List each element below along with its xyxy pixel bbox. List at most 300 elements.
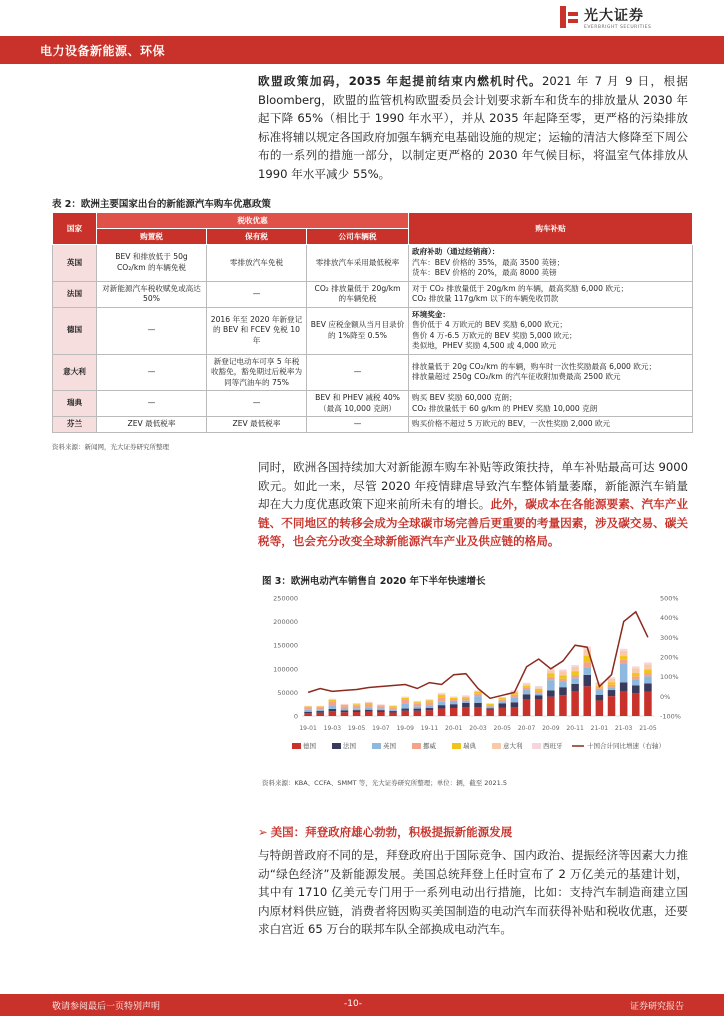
bar-segment: [462, 696, 470, 697]
bar-segment: [596, 700, 604, 716]
bar-segment: [523, 690, 531, 694]
cell-company-tax: CO₂ 排放量低于 20g/km 的车辆免税: [307, 281, 409, 307]
x-tick-label: 20-07: [517, 725, 536, 732]
cell-country: 意大利: [53, 354, 97, 391]
footer-report-type: 证券研究报告: [629, 1002, 684, 1012]
table-row: [53, 354, 693, 391]
legend-swatch: [332, 743, 341, 749]
bar-segment: [304, 707, 312, 708]
subsidy-line: 售价 4 万-6.5 万欧元的 BEV 奖励 5,000 欧元；: [412, 330, 577, 340]
bar-segment: [341, 708, 349, 710]
bar-segment: [571, 675, 579, 678]
bar-segment: [426, 702, 434, 705]
bar-segment: [438, 695, 446, 698]
bar-segment: [341, 704, 349, 705]
legend-label: 挪威: [423, 742, 436, 750]
bar-segment: [535, 689, 543, 691]
legend-swatch: [292, 743, 301, 749]
bar-segment: [583, 662, 591, 667]
bar-segment: [608, 696, 616, 716]
bar-segment: [414, 709, 422, 711]
bar-segment: [474, 703, 482, 707]
bar-segment: [462, 707, 470, 716]
bar-segment: [583, 675, 591, 686]
bar-segment: [426, 699, 434, 700]
bar-segment: [353, 703, 361, 704]
bar-segment: [523, 684, 531, 686]
y2-tick-label: 300%: [660, 633, 679, 642]
bar-segment: [389, 712, 397, 716]
bar-segment: [486, 704, 494, 705]
cell-company-tax: 零排放汽车采用最低税率: [307, 245, 409, 282]
bar-segment: [438, 694, 446, 695]
bar-segment: [462, 695, 470, 696]
bar-segment: [426, 710, 434, 716]
bar-segment: [499, 700, 507, 702]
legend-label: 法国: [343, 742, 356, 750]
bar-segment: [523, 686, 531, 688]
bar-segment: [632, 676, 640, 679]
bar-segment: [401, 711, 409, 716]
page-number: -10-: [344, 999, 362, 1009]
bar-segment: [620, 649, 628, 651]
bar-segment: [389, 706, 397, 707]
figure-source: 资料来源：KBA、CCFA、SMMT 等，光大证券研究所整理；单位：辆，截至 2021.5: [262, 779, 508, 787]
bar-segment: [450, 701, 458, 704]
cell-purchase-tax: 对新能源汽车税收赋免或高达 50%: [97, 281, 207, 307]
bar-segment: [365, 705, 373, 708]
table-row: [53, 417, 693, 433]
cell-country: 法国: [53, 281, 97, 307]
bar-segment: [304, 708, 312, 710]
bar-segment: [389, 707, 397, 709]
bar-segment: [535, 695, 543, 699]
bar-segment: [474, 692, 482, 694]
bar-segment: [414, 702, 422, 703]
bar-segment: [535, 691, 543, 693]
bar-segment: [389, 711, 397, 712]
bar-segment: [316, 710, 324, 711]
bar-segment: [341, 705, 349, 706]
x-tick-label: 19-11: [420, 725, 439, 732]
paragraph-normal-text: 同时，欧洲各国持续加大对新能源车购车补贴等政策扶持，单车补贴最高可达 9000 欧元。如此一来，尽管 2020 年疫情肆虐导致汽车整体销量萎靡，新能源汽车销量却在大力度优惠政策下迎来前所未有的增长。: [258, 460, 688, 511]
bar-segment: [377, 705, 385, 706]
bar-segment: [426, 700, 434, 702]
header-bar: [0, 36, 724, 64]
cell-subsidy: [409, 245, 693, 282]
cell-company-tax: BEV 和 PHEV 减税 40%（最高 10,000 克朗）: [307, 391, 409, 417]
cell-company-tax: —: [307, 417, 409, 433]
cell-country: 芬兰: [53, 417, 97, 433]
bar-segment: [389, 710, 397, 711]
bar-segment: [462, 703, 470, 707]
table-row: [53, 391, 693, 417]
subsidy-line: 售价低于 4 万欧元的 BEV 奖励 6,000 欧元；: [412, 320, 568, 329]
bar-segment: [329, 701, 337, 705]
bar-segment: [329, 705, 337, 709]
bar-segment: [365, 712, 373, 716]
bar-segment: [608, 687, 616, 690]
bar-segment: [620, 651, 628, 656]
bar-segment: [438, 693, 446, 694]
bar-segment: [462, 697, 470, 698]
bar-segment: [401, 697, 409, 698]
bar-segment: [329, 711, 337, 716]
subsidy-line: 购买价格不超过 5 万欧元的 BEV，一次性奖励 2,000 欧元: [412, 419, 611, 428]
section-heading-us: [258, 824, 512, 840]
subsidy-line: 排放量超过 250g CO₂/km 的汽车征收附加费最高 2500 欧元: [412, 372, 621, 382]
bar-segment: [438, 698, 446, 702]
cell-subsidy: [409, 417, 693, 433]
bar-segment: [426, 705, 434, 708]
bar-segment: [401, 703, 409, 708]
bar-segment: [341, 710, 349, 712]
cell-ownership-tax: —: [207, 391, 307, 417]
bar-segment: [644, 683, 652, 691]
bar-segment: [511, 702, 519, 707]
bar-segment: [365, 702, 373, 703]
bar-segment: [571, 691, 579, 716]
bar-segment: [499, 698, 507, 700]
y2-tick-label: 100%: [660, 673, 679, 682]
x-tick-label: 21-05: [639, 725, 657, 732]
bar-segment: [329, 699, 337, 700]
subsidy-line: 对于 CO₂ 排放量低于 20g/km 的车辆，最高奖励 6,000 欧元；: [412, 283, 629, 293]
x-tick-label: 20-05: [493, 725, 511, 732]
bar-segment: [511, 707, 519, 716]
bar-segment: [559, 695, 567, 716]
bar-segment: [450, 696, 458, 697]
bar-segment: [644, 673, 652, 676]
y-tick-label: 50000: [277, 688, 298, 697]
legend-label: 英国: [383, 742, 396, 750]
legend-label: 瑞典: [463, 742, 476, 750]
bar-segment: [304, 713, 312, 716]
y-tick-label: 0: [293, 712, 298, 721]
subsidy-line: CO₂ 排放量低于 60 g/km 的 PHEV 奖励 10,000 克朗: [412, 403, 598, 413]
bar-segment: [620, 656, 628, 660]
x-tick-label: 21-03: [614, 725, 633, 732]
legend-swatch: [412, 743, 421, 749]
bar-segment: [547, 670, 555, 673]
cell-ownership-tax: ZEV 最低税率: [207, 417, 307, 433]
legend-label: 十国合计同比增速（右轴）: [587, 742, 665, 750]
table-row: [53, 307, 693, 354]
bar-segment: [571, 665, 579, 667]
bar-segment: [365, 702, 373, 703]
company-logo: [560, 2, 690, 32]
cell-company-tax: BEV 应税金额从当月目录价的 1%降至 0.5%: [307, 307, 409, 354]
bar-segment: [523, 683, 531, 684]
bar-segment: [547, 691, 555, 697]
cell-ownership-tax: 新登记电动车可享 5 年税收豁免，豁免期过后税率为同等汽油车的 75%: [207, 354, 307, 391]
bar-segment: [559, 687, 567, 695]
bar-segment: [571, 678, 579, 684]
legend-label: 西班牙: [543, 742, 563, 750]
subsidy-line: 汽车：BEV 价格的 35%，最高 3500 英镑；: [412, 257, 565, 267]
bar-segment: [414, 711, 422, 716]
bar-segment: [365, 707, 373, 709]
bar-segment: [341, 712, 349, 716]
bar-segment: [523, 694, 531, 699]
bar-segment: [486, 707, 494, 709]
table-row: [53, 281, 693, 307]
figure-title: 图 3：欧洲电动汽车销售自 2020 年下半年快速增长: [262, 576, 486, 587]
x-tick-label: 19-01: [299, 725, 317, 732]
bar-segment: [486, 708, 494, 710]
bar-segment: [644, 676, 652, 683]
logo-name-en: EVERBRIGHT SECURITIES: [584, 24, 652, 30]
cell-subsidy: [409, 354, 693, 391]
bar-segment: [304, 712, 312, 713]
bar-segment: [583, 686, 591, 716]
bar-segment: [377, 712, 385, 716]
bar-segment: [620, 664, 628, 683]
cell-subsidy: [409, 281, 693, 307]
bar-segment: [474, 696, 482, 703]
bar-segment: [438, 702, 446, 705]
bar-segment: [377, 704, 385, 705]
table-title: 表 2：欧洲主要国家出台的新能源汽车购车优惠政策: [52, 199, 271, 210]
bar-segment: [304, 710, 312, 712]
bar-segment: [401, 709, 409, 711]
bar-segment: [426, 700, 434, 701]
bar-segment: [474, 694, 482, 696]
legend-label: 德国: [303, 742, 316, 750]
header-subsidy: 购车补贴: [409, 213, 693, 245]
legend-swatch: [372, 743, 381, 749]
cell-subsidy: [409, 391, 693, 417]
bar-segment: [644, 662, 652, 664]
legend-label: 意大利: [503, 742, 523, 750]
bar-segment: [450, 698, 458, 699]
bar-segment: [450, 699, 458, 701]
bar-segment: [535, 687, 543, 689]
x-tick-label: 19-07: [372, 725, 390, 732]
bar-segment: [450, 697, 458, 698]
bar-segment: [559, 675, 567, 678]
policy-table: [52, 212, 693, 433]
subsidy-line: 排放量低于 20g CO₂/km 的车辆，购车时一次性奖励最高 6,000 欧元；: [412, 361, 657, 371]
header-ownership-tax: 保有税: [207, 229, 307, 245]
bar-segment: [547, 680, 555, 690]
logo-name-cn: 光大证券: [584, 7, 644, 24]
bar-segment: [632, 666, 640, 668]
bar-segment: [644, 665, 652, 670]
bar-segment: [426, 708, 434, 710]
bar-segment: [547, 674, 555, 677]
bar-segment: [511, 698, 519, 703]
bar-segment: [353, 704, 361, 705]
bar-segment: [499, 708, 507, 716]
bar-segment: [365, 710, 373, 712]
bar-segment: [499, 703, 507, 707]
y2-tick-label: 500%: [660, 594, 679, 603]
bar-segment: [535, 686, 543, 687]
bar-segment: [377, 708, 385, 710]
bar-segment: [316, 713, 324, 716]
bar-segment: [462, 701, 470, 703]
bar-segment: [547, 677, 555, 680]
table-source: 资料来源：新闻网，光大证券研究所整理: [52, 443, 169, 451]
y-tick-label: 150000: [273, 641, 298, 650]
y2-tick-label: 0%: [660, 692, 671, 701]
bar-segment: [596, 690, 604, 695]
subsidy-line: 货车：BEV 价格的 20%，最高 8000 英镑: [412, 268, 557, 277]
cell-purchase-tax: ZEV 最低税率: [97, 417, 207, 433]
bar-segment: [523, 688, 531, 690]
bar-segment: [571, 667, 579, 671]
x-tick-label: 20-03: [469, 725, 487, 732]
y2-tick-label: 400%: [660, 614, 679, 623]
section-heading-text: 美国：拜登政府雄心勃勃，积极提振新能源发展: [270, 825, 513, 839]
bar-segment: [438, 705, 446, 708]
paragraph-us-policy: 与特朗普政府不同的是，拜登政府出于国际竞争、国内政治、提振经济等因素大力推动“绿色经济”及新能源发展。美国总统拜登上任时宣布了 2 万亿美元的基建计划，其中有 1710 亿美元专门用于一系列电动出行措施，比如：支持汽车制造商建立国内原材料供应链，消费者将因购买美国制造的电动汽车而获得补贴和税收优惠，还要求白宫近 65 万台的联邦车队全部换成电动汽车。: [258, 848, 688, 936]
bar-segment: [499, 702, 507, 704]
cell-country: 瑞典: [53, 391, 97, 417]
legend-swatch: [452, 743, 461, 749]
y-tick-label: 200000: [273, 618, 298, 627]
bar-segment: [450, 708, 458, 716]
paragraph-subsidy: [258, 458, 688, 551]
bar-segment: [535, 699, 543, 716]
table-row: [53, 245, 693, 282]
cell-ownership-tax: 2016 年至 2020 年新登记的 BEV 和 FCEV 免税 10 年: [207, 307, 307, 354]
bar-segment: [632, 679, 640, 685]
legend-swatch: [532, 743, 541, 749]
bar-segment: [401, 698, 409, 700]
bar-segment: [644, 669, 652, 673]
cell-purchase-tax: BEV 和排放低于 50g CO₂/km 的车辆免税: [97, 245, 207, 282]
cell-subsidy: [409, 307, 693, 354]
bar-segment: [414, 702, 422, 704]
footer-disclaimer: 敬请参阅最后一页特别声明: [52, 1002, 161, 1012]
bar-segment: [523, 699, 531, 716]
bar-segment: [450, 704, 458, 708]
bar-segment: [644, 691, 652, 716]
bar-segment: [547, 697, 555, 716]
bar-segment: [632, 685, 640, 693]
bar-segment: [353, 704, 361, 705]
bar-segment: [486, 710, 494, 716]
bar-segment: [353, 712, 361, 716]
bar-segment: [620, 691, 628, 716]
arrow-icon: ➢: [258, 825, 268, 839]
bar-segment: [608, 679, 616, 683]
bar-segment: [329, 699, 337, 700]
bar-segment: [414, 706, 422, 708]
x-tick-label: 20-01: [445, 725, 463, 732]
cell-country: 英国: [53, 245, 97, 282]
header-tax-group: 税收优惠: [97, 213, 409, 229]
bar-segment: [632, 673, 640, 676]
x-tick-label: 19-03: [323, 725, 342, 732]
paragraph-highlight-text: 此外，碳成本在各能源要素、汽车产业链、不同地区的转移会成为全球碳市场完善后更重要的考量因素，涉及碳交易、碳关税等，也会充分改变全球新能源汽车产业及供应链的格局。: [258, 497, 688, 548]
header-purchase-tax: 购置税: [97, 229, 207, 245]
bar-segment: [316, 708, 324, 710]
x-tick-label: 19-05: [347, 725, 366, 732]
subsidy-line: 类似地，PHEV 奖励 4,500 或 4,000 欧元: [412, 341, 557, 350]
bar-segment: [559, 682, 567, 687]
report-section-label: 电力设备新能源、环保: [40, 44, 166, 58]
bar-segment: [353, 710, 361, 712]
bar-segment: [571, 671, 579, 675]
cell-ownership-tax: —: [207, 281, 307, 307]
x-tick-label: 20-11: [566, 725, 584, 732]
paragraph-eu-policy: [258, 72, 688, 183]
y2-tick-label: -100%: [660, 712, 681, 721]
bar-segment: [377, 706, 385, 708]
bar-segment: [316, 711, 324, 713]
x-tick-label: 20-09: [542, 725, 560, 732]
y-tick-label: 250000: [273, 594, 298, 603]
bar-segment: [353, 708, 361, 710]
bar-segment: [329, 700, 337, 701]
bar-segment: [608, 682, 616, 684]
logo-icon: [560, 6, 578, 28]
bar-segment: [620, 682, 628, 690]
bar-segment: [511, 695, 519, 698]
bar-segment: [414, 704, 422, 706]
ev-sales-chart: [262, 586, 692, 770]
bar-segment: [559, 679, 567, 682]
cell-country: 德国: [53, 307, 97, 354]
bar-segment: [559, 670, 567, 672]
subsidy-line: 购买 BEV 奖励 60,000 克朗；: [412, 393, 517, 402]
bar-segment: [401, 700, 409, 704]
header-company-tax: 公司车辆税: [307, 229, 409, 245]
bar-segment: [316, 707, 324, 708]
bar-segment: [608, 685, 616, 687]
bar-segment: [596, 695, 604, 701]
subsidy-line: CO₂ 排放量 117g/km 以下的车辆免收罚款: [412, 294, 559, 303]
bar-segment: [438, 708, 446, 716]
bar-segment: [608, 690, 616, 696]
bar-segment: [632, 668, 640, 673]
bar-segment: [499, 697, 507, 698]
bar-segment: [377, 710, 385, 712]
header-country: 国家: [53, 213, 97, 245]
bar-segment: [559, 671, 567, 675]
subsidy-line: 环境奖金：: [412, 309, 450, 319]
legend-swatch: [492, 743, 501, 749]
cell-purchase-tax: —: [97, 354, 207, 391]
paragraph-body: 2021 年 7 月 9 日，根据 Bloomberg，欧盟的监管机构欧盟委员会计划要求新车和货车的排放量从 2030 年起下降 65%（相比于 1990 年水平），并从 2035 年起降至零，更严格的污染排放标准将辅以规定各国政府加强车辆充电基础设施的规定；运输的清洁大修降至下周公布的一系列的措施一部分，以制定更严格的 2030 年气候目标，将温室气体排放从 1990 年水平减少 55%。: [258, 74, 688, 181]
bar-segment: [414, 701, 422, 702]
bar-segment: [329, 709, 337, 711]
bar-segment: [571, 684, 579, 691]
bar-segment: [620, 660, 628, 664]
bar-segment: [365, 703, 373, 705]
bar-segment: [535, 693, 543, 695]
y2-tick-label: 200%: [660, 653, 679, 662]
bar-segment: [353, 706, 361, 709]
paragraph-lead: 欧盟政策加码，2035 年起提前结束内燃机时代。: [258, 74, 543, 88]
bar-segment: [341, 706, 349, 708]
cell-purchase-tax: —: [97, 307, 207, 354]
bar-segment: [462, 699, 470, 701]
bar-segment: [474, 707, 482, 716]
bar-segment: [596, 688, 604, 690]
cell-company-tax: —: [307, 354, 409, 391]
bar-segment: [583, 667, 591, 675]
bar-segment: [486, 705, 494, 706]
bar-segment: [401, 697, 409, 698]
x-tick-label: 21-01: [590, 725, 609, 732]
y-tick-label: 100000: [273, 665, 298, 674]
footer-bar: [0, 994, 724, 1016]
subsidy-line: 政府补助（通过经销商）：: [412, 247, 500, 256]
